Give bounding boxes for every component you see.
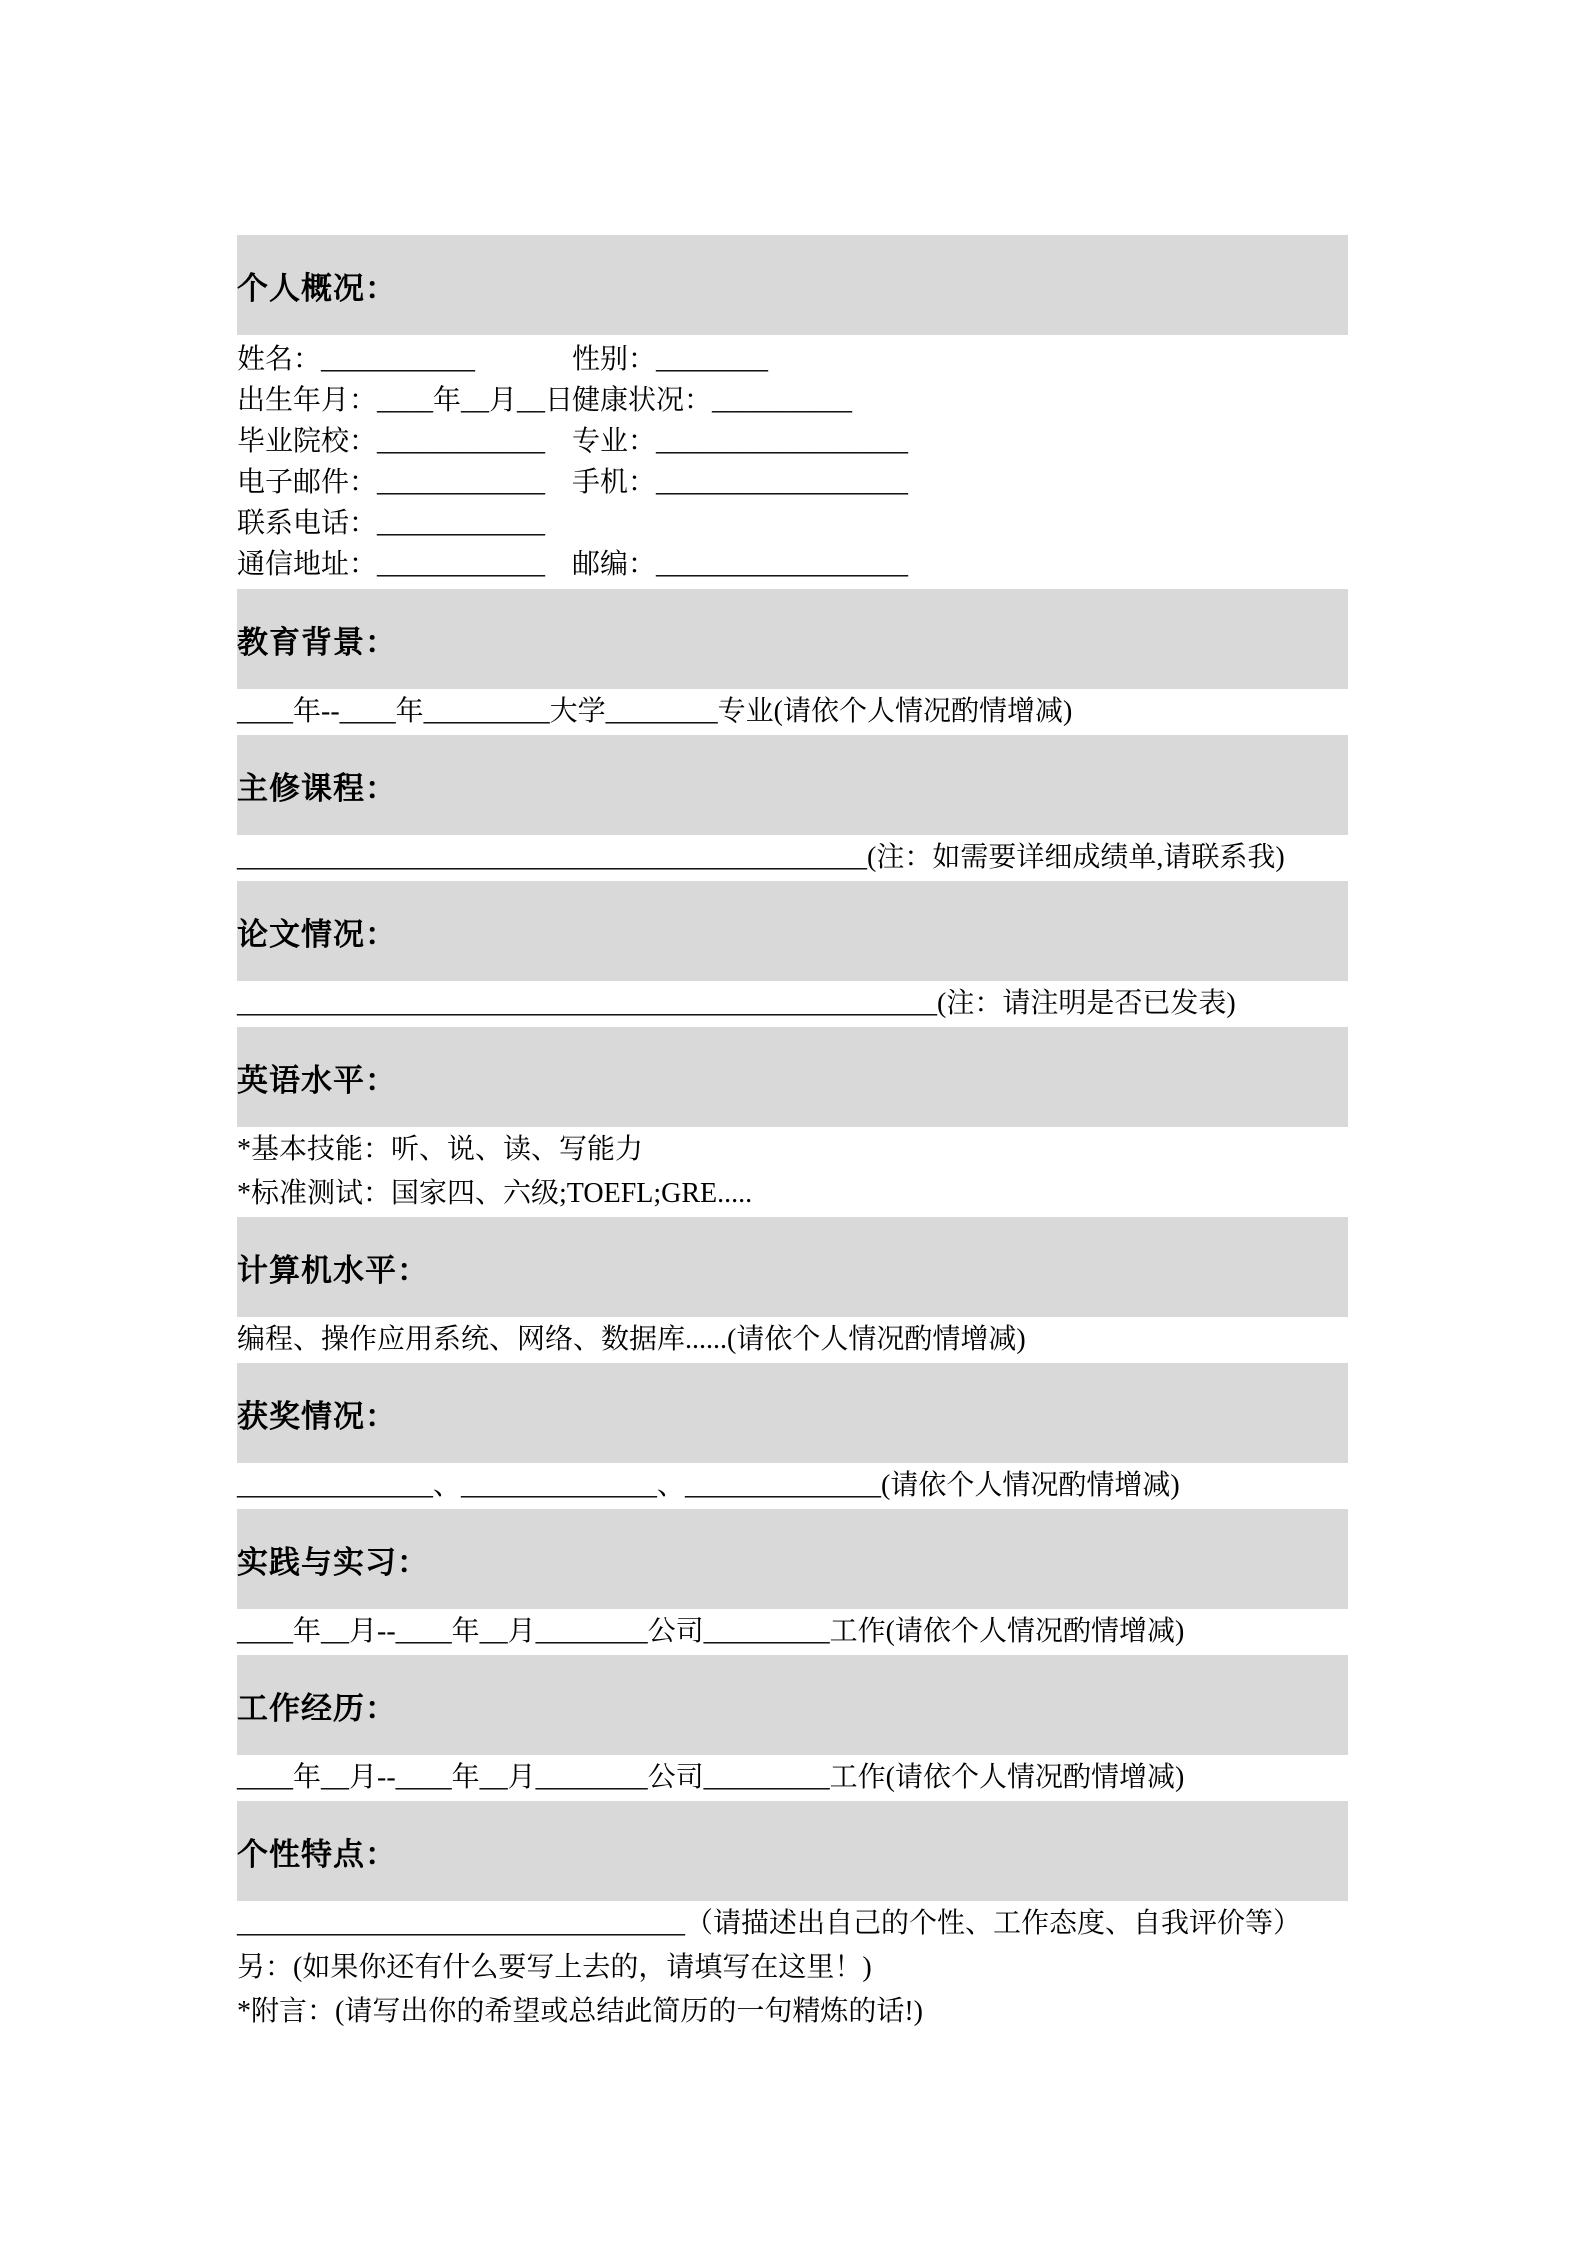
section-header-thesis xyxy=(237,881,1348,981)
personal-row-email-mobile xyxy=(237,462,1348,503)
english-standard-tests-line: *标准测试：国家四、六级;TOEFL;GRE..... xyxy=(237,1178,753,1209)
section-title-practice: 实践与实习： xyxy=(237,1544,429,1580)
section-header-education xyxy=(237,589,1348,689)
practice-fill-line: ____年__月--____年__月________公司_________工作(请依个人情况酌情增减) xyxy=(237,1616,1185,1647)
postscript-line: *附言：(请写出你的希望或总结此简历的一句精炼的话!) xyxy=(237,1996,923,2027)
section-header-awards xyxy=(237,1363,1348,1463)
phone-field-spacer xyxy=(572,503,1348,544)
section-title-english: 英语水平： xyxy=(237,1062,397,1098)
major-field: 专业：__________________ xyxy=(572,426,909,457)
birthdate-field: 出生年月：____年__月__日 xyxy=(237,385,574,416)
school-field: 毕业院校：____________ xyxy=(237,426,546,457)
section-header-personal-overview xyxy=(237,235,1348,335)
personal-row-birth-health xyxy=(237,380,1348,421)
name-field: 姓名：___________ xyxy=(237,344,476,375)
courses-fill-line: _____________________________________________(注：如需要详细成绩单,请联系我) xyxy=(237,842,1285,873)
personality-fill-line: ________________________________（请描述出自己的个性、工作态度、自我评价等） xyxy=(237,1908,1302,1939)
mobile-field: 手机：__________________ xyxy=(572,467,909,498)
section-title-awards: 获奖情况： xyxy=(237,1398,397,1434)
personal-row-address-postcode xyxy=(237,544,1348,585)
health-field: 健康状况：__________ xyxy=(572,385,853,416)
section-title-courses: 主修课程： xyxy=(237,770,397,806)
personal-row-phone xyxy=(237,503,1348,544)
section-header-practice xyxy=(237,1509,1348,1609)
section-title-thesis: 论文情况： xyxy=(237,916,397,952)
email-field: 电子邮件：____________ xyxy=(237,467,546,498)
english-basic-skills-line: *基本技能：听、说、读、写能力 xyxy=(237,1134,644,1165)
work-fill-line: ____年__月--____年__月________公司_________工作(请依个人情况酌情增减) xyxy=(237,1762,1185,1793)
address-field: 通信地址：____________ xyxy=(237,549,546,580)
personal-info-block xyxy=(237,339,1348,585)
computer-skills-line: 编程、操作应用系统、网络、数据库......(请依个人情况酌情增减) xyxy=(237,1324,1026,1355)
postcode-field: 邮编：__________________ xyxy=(572,549,909,580)
section-title-computer: 计算机水平： xyxy=(237,1252,429,1288)
section-header-english xyxy=(237,1027,1348,1127)
personal-row-name-gender xyxy=(237,339,1348,380)
education-fill-line: ____年--____年_________大学________专业(请依个人情况酌情增减) xyxy=(237,696,1073,727)
section-title-education: 教育背景： xyxy=(237,624,397,660)
section-header-personality xyxy=(237,1801,1348,1901)
section-header-computer xyxy=(237,1217,1348,1317)
section-title-work: 工作经历： xyxy=(237,1690,397,1726)
section-header-work xyxy=(237,1655,1348,1755)
section-title-personal-overview: 个人概况： xyxy=(237,270,397,306)
thesis-fill-line: __________________________________________________(注：请注明是否已发表) xyxy=(237,988,1236,1019)
another-note-line: 另：(如果你还有什么要写上去的，请填写在这里！) xyxy=(237,1952,872,1983)
personal-row-school-major xyxy=(237,421,1348,462)
awards-fill-line: ______________、______________、______________(请依个人情况酌情增减) xyxy=(237,1470,1180,1501)
section-title-personality: 个性特点： xyxy=(237,1836,397,1872)
gender-field: 性别：________ xyxy=(572,344,769,375)
phone-field: 联系电话：____________ xyxy=(237,508,546,539)
section-header-courses xyxy=(237,735,1348,835)
